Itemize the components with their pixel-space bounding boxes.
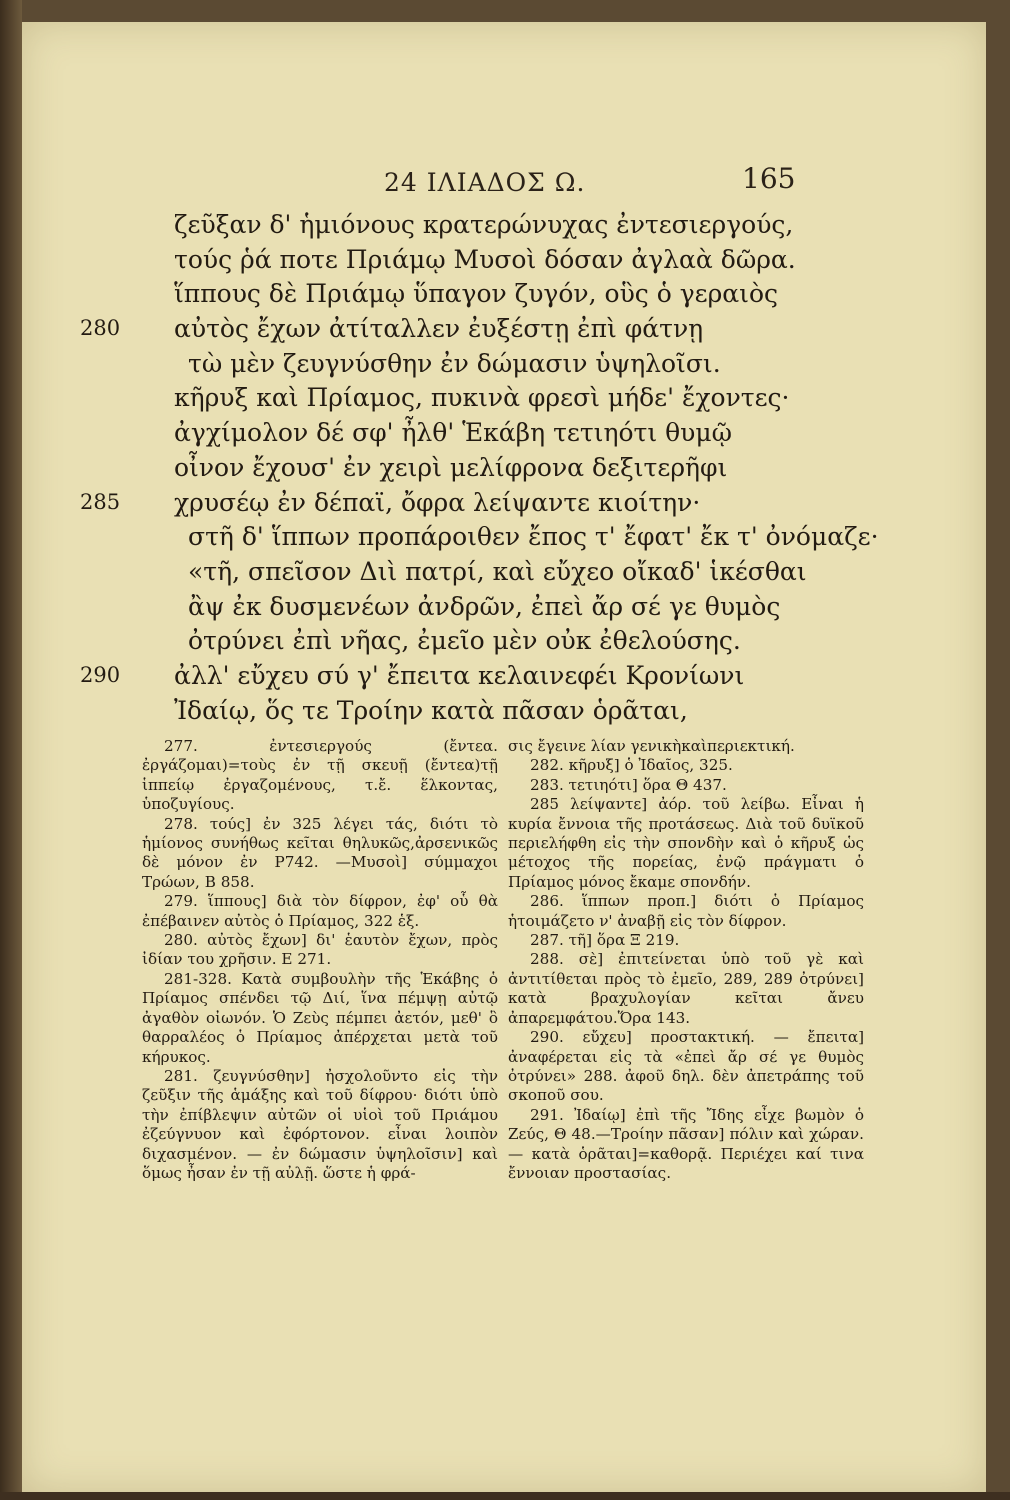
- verse-line: [22, 453, 986, 488]
- verse-number: 280: [80, 316, 121, 341]
- commentary-note: 291. Ἰδαίῳ] ἐπὶ τῆς Ἴδης εἶχε βωμὸν ὁ Ζεύς, Θ 48.—Τροίην πᾶσαν] πόλιν καὶ χώραν.— κατὰ ὁρᾶται]=καθορᾷ. Περιέχει καί τινα ἔννοιαν προστασίας.: [508, 1105, 864, 1182]
- verse-line: [22, 557, 986, 592]
- scan-border-left: [0, 0, 22, 1500]
- verse-text: Ἰδαίῳ, ὅς τε Τροίην κατὰ πᾶσαν ὁρᾶται,: [174, 695, 688, 725]
- verse-line: [22, 626, 986, 661]
- commentary-note: 281-328. Κατὰ συμβουλὴν τῆς Ἑκάβης ὁ Πρίαμος σπένδει τῷ Διί, ἵνα πέμψῃ αὐτῷ ἀγαθὸν οἰωνόν. Ὁ Ζεὺς πέμπει ἀετόν, μεθ' ὃ θαρραλέος ὁ Πρίαμος ἀπέρχεται μετὰ τοῦ κήρυκος.: [142, 969, 498, 1066]
- commentary-note: σις ἔγεινε λίαν γενικὴκαὶπεριεκτική.: [508, 737, 795, 755]
- verse-number: 285: [80, 489, 121, 514]
- commentary-column-left: [142, 737, 498, 1183]
- scan-border-bottom: [0, 1492, 1010, 1500]
- verse-line: [22, 661, 986, 696]
- commentary-note: 282. κῆρυξ] ὁ Ἰδαῖος, 325.: [530, 756, 733, 775]
- verse-line: [22, 488, 986, 523]
- page-header: [22, 162, 986, 202]
- verse-number: 290: [80, 662, 121, 687]
- verse-line: [22, 279, 986, 314]
- verse-line: [22, 696, 986, 731]
- commentary-note: 280. αὐτὸς ἔχων] δι' ἑαυτὸν ἔχων, πρὸς ἰδίαν του χρῆσιν. Ε 271.: [142, 931, 498, 969]
- commentary-note: 287. τῆ] ὅρα Ξ 219.: [530, 931, 680, 950]
- commentary-note: 286. ἵππων προπ.] διότι ὁ Πρίαμος ἡτοιμάζετο ν' ἀναβῇ εἰς τὸν δίφρον.: [508, 892, 864, 930]
- running-head: 24 ΙΛΙΑΔΟΣ Ω.: [384, 168, 586, 197]
- verse-text: χρυσέῳ ἐν δέπαϊ, ὄφρα λείψαντε κιοίτην·: [174, 487, 701, 517]
- verse-line: [22, 349, 986, 384]
- commentary-note: 290. εὔχευ] προστακτική. — ἔπειτα] ἀναφέρεται εἰς τὰ «ἐπεὶ ἄρ σέ γε θυμὸς ὀτρύνει» 288. ἀφοῦ δηλ. δὲν ἀπετράπης τοῦ σκοποῦ σου.: [508, 1028, 864, 1105]
- verse-text: «τῆ, σπεῖσον Διὶ πατρί, καὶ εὔχεο οἴκαδ' ἱκέσθαι: [188, 556, 807, 586]
- commentary-note: 285 λείψαντε] ἀόρ. τοῦ λείβω. Εἶναι ἡ κυρία ἔννοια τῆς προτάσεως. Διὰ τοῦ δυϊκοῦ περιελήφθη εἰς τὴν σπονδὴν καὶ ὁ κῆρυξ ὡς μέτοχος τῆς πορείας, ἐνῷ πράγματι ὁ Πρίαμος μόνος ἔκαμε σπονδήν.: [508, 795, 864, 891]
- commentary-note: 277. ἐντεσιεργούς (ἔντεα. ἐργάζομαι)=τοὺς ἐν τῇ σκευῇ (ἔντεα)τῇ ἱππείῳ ἐργαζομένους, τ.ἔ. ἕλκοντας, ὑποζυγίους.: [142, 737, 498, 814]
- verse-line: [22, 383, 986, 418]
- verse-text: ὀτρύνει ἐπὶ νῆας, ἐμεῖο μὲν οὐκ ἐθελούσης.: [188, 626, 741, 656]
- commentary-note: 283. τετιηότι] ὅρα Θ 437.: [530, 775, 727, 794]
- commentary-column-right: [508, 737, 864, 1183]
- book-page: [22, 22, 986, 1492]
- verse-text: τὼ μὲν ζευγνύσθην ἐν δώμασιν ὑψηλοῖσι.: [188, 348, 721, 378]
- verse-line: [22, 418, 986, 453]
- verse-text: ἂψ ἐκ δυσμενέων ἀνδρῶν, ἐπεὶ ἄρ σέ γε θυμὸς: [188, 591, 781, 621]
- commentary-note: 281. ζευγνύσθην] ἠσχολοῦντο εἰς τὴν ζεῦξιν τῆς ἁμάξης καὶ τοῦ δίφρου· διότι ὑπὸ τὴν ἐπίβλεψιν αὐτῶν οἱ υἱοὶ τοῦ Πριάμου ἐζεύγνυον καὶ ἐφόρτονον. εἶναι λοιπὸν διχασμένον. — ἐν δώμασιν ὑψηλοῖσιν] καὶ ὅμως ἦσαν ἐν τῇ αὐλῇ. ὥστε ἡ φρά-: [142, 1066, 498, 1182]
- verse-text: ἵππους δὲ Πριάμῳ ὕπαγον ζυγόν, οὓς ὁ γεραιὸς: [174, 279, 779, 309]
- verse-line: [22, 592, 986, 627]
- verse-line: [22, 314, 986, 349]
- commentary-note: 279. ἵππους] διὰ τὸν δίφρον, ἐφ' οὗ θὰ ἐπέβαινεν αὐτὸς ὁ Πρίαμος, 322 ἑξ.: [142, 892, 498, 930]
- commentary-note: 278. τούς] ἐν 325 λέγει τάς, διότι τὸ ἡμίονος συνήθως κεῖται θηλυκῶς,ἀρσενικῶς δὲ μόνον ἐν Ρ742. —Μυσοὶ] σύμμαχοι Τρώων, Β 858.: [142, 814, 498, 891]
- verse-text: αὐτὸς ἔχων ἀτίταλλεν ἐυξέστῃ ἐπὶ φάτνῃ: [174, 314, 704, 344]
- verse-text: ζεῦξαν δ' ἡμιόνους κρατερώνυχας ἐντεσιεργούς,: [174, 210, 794, 239]
- verse-line: [22, 245, 986, 280]
- verse-block: [22, 210, 986, 730]
- commentary-note: 288. σὲ] ἐπιτείνεται ὑπὸ τοῦ γὲ καὶ ἀντιτίθεται πρὸς τὸ ἐμεῖο, 289, 289 ὀτρύνει] κατὰ βραχυλογίαν κεῖται ἄνευ ἀπαρεμφάτου.Ὅρα 143.: [508, 950, 864, 1027]
- verse-text: ἀγχίμολον δέ σφ' ἦλθ' Ἑκάβη τετιηότι θυμῷ: [174, 418, 732, 448]
- verse-text: ἀλλ' εὔχευ σύ γ' ἔπειτα κελαινεφέι Κρονίωνι: [174, 660, 745, 690]
- page-number: 165: [742, 162, 796, 195]
- verse-text: τούς ῥά ποτε Πριάμῳ Μυσοὶ δόσαν ἀγλαὰ δῶρα.: [174, 244, 796, 274]
- verse-line: [22, 522, 986, 557]
- verse-text: οἶνον ἔχουσ' ἐν χειρὶ μελίφρονα δεξιτερῆφι: [174, 452, 728, 482]
- verse-text: στῆ δ' ἵππων προπάροιθεν ἔπος τ' ἔφατ' ἔκ τ' ὀνόμαζε·: [188, 522, 879, 552]
- verse-text: κῆρυξ καὶ Πρίαμος, πυκινὰ φρεσὶ μήδε' ἔχοντες·: [174, 383, 790, 413]
- verse-line: [22, 210, 986, 245]
